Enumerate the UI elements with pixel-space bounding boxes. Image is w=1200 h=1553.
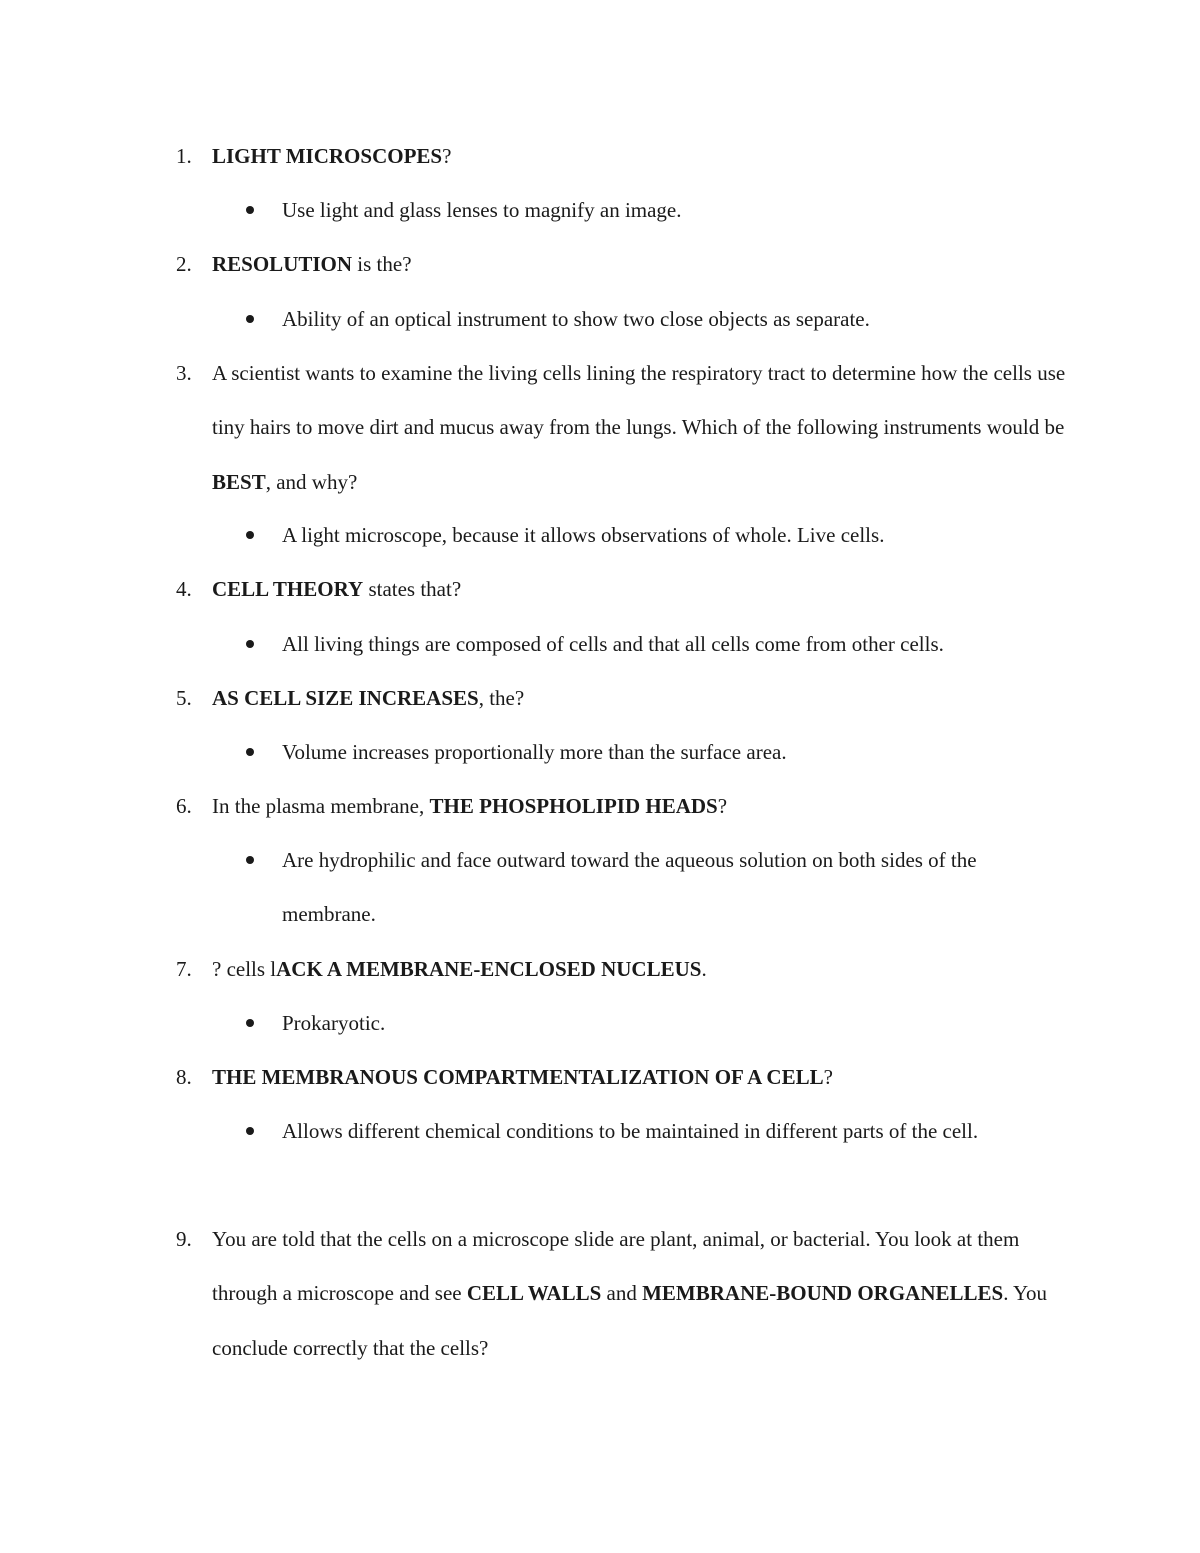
question-text: RESOLUTION is the? (212, 252, 412, 276)
answer-8 (246, 1104, 1026, 1158)
question-number: 7. (176, 957, 192, 981)
question-number: 8. (176, 1065, 192, 1089)
bullet-icon (246, 206, 254, 214)
question-number: 6. (176, 794, 192, 818)
answer-text: All living things are composed of cells and that all cells come from other cells. (282, 632, 944, 656)
question-text: AS CELL SIZE INCREASES, the? (212, 686, 525, 710)
question-text: ? cells lACK A MEMBRANE-ENCLOSED NUCLEUS. (212, 957, 707, 981)
question-number: 2. (176, 252, 192, 276)
question-text: LIGHT MICROSCOPES? (212, 144, 452, 168)
answer-7 (246, 996, 1046, 1050)
question-number: 5. (176, 686, 192, 710)
question-7 (176, 942, 1066, 996)
bullet-icon (246, 748, 254, 756)
question-6 (176, 779, 1066, 833)
bullet-icon (246, 1019, 254, 1027)
answer-text: Allows different chemical conditions to be maintained in different parts of the cell. (282, 1119, 979, 1143)
answer-2 (246, 292, 1046, 346)
answer-text: Ability of an optical instrument to show two close objects as separate. (282, 307, 870, 331)
answer-3 (246, 508, 1046, 562)
answer-text: Volume increases proportionally more than the surface area. (282, 740, 787, 764)
question-number: 4. (176, 577, 192, 601)
answer-text: A light microscope, because it allows observations of whole. Live cells. (282, 523, 885, 547)
bullet-icon (246, 856, 254, 864)
bullet-icon (246, 1127, 254, 1135)
question-2 (176, 237, 1066, 291)
question-9 (176, 1212, 1066, 1375)
question-number: 9. (176, 1227, 192, 1251)
answer-6 (246, 833, 1036, 942)
bullet-icon (246, 315, 254, 323)
question-4 (176, 562, 1066, 616)
answer-4 (246, 617, 1046, 671)
question-number: 1. (176, 144, 192, 168)
question-text: THE MEMBRANOUS COMPARTMENTALIZATION OF A CELL? (212, 1065, 833, 1089)
question-8 (176, 1050, 1066, 1104)
question-text: You are told that the cells on a microscope slide are plant, animal, or bacterial. You look at them through a microscope and see CELL WALLS and MEMBRANE-BOUND ORGANELLES. You conclude correctly that the cells? (212, 1227, 1048, 1360)
question-text: In the plasma membrane, THE PHOSPHOLIPID HEADS? (212, 794, 728, 818)
answer-1 (246, 183, 1046, 237)
answer-text: Are hydrophilic and face outward toward the aqueous solution on both sides of the membrane. (282, 848, 977, 927)
bullet-icon (246, 640, 254, 648)
question-text: CELL THEORY states that? (212, 577, 462, 601)
question-3 (176, 346, 1066, 509)
question-text: A scientist wants to examine the living cells lining the respiratory tract to determine how the cells use tiny hairs to move dirt and mucus away from the lungs. Which of the following instruments would be BEST, and why? (212, 361, 1066, 494)
question-number: 3. (176, 361, 192, 385)
answer-text: Prokaryotic. (282, 1011, 386, 1035)
question-1 (176, 129, 1066, 183)
bullet-icon (246, 531, 254, 539)
answer-text: Use light and glass lenses to magnify an image. (282, 198, 682, 222)
question-5 (176, 671, 1066, 725)
answer-5 (246, 725, 1046, 779)
